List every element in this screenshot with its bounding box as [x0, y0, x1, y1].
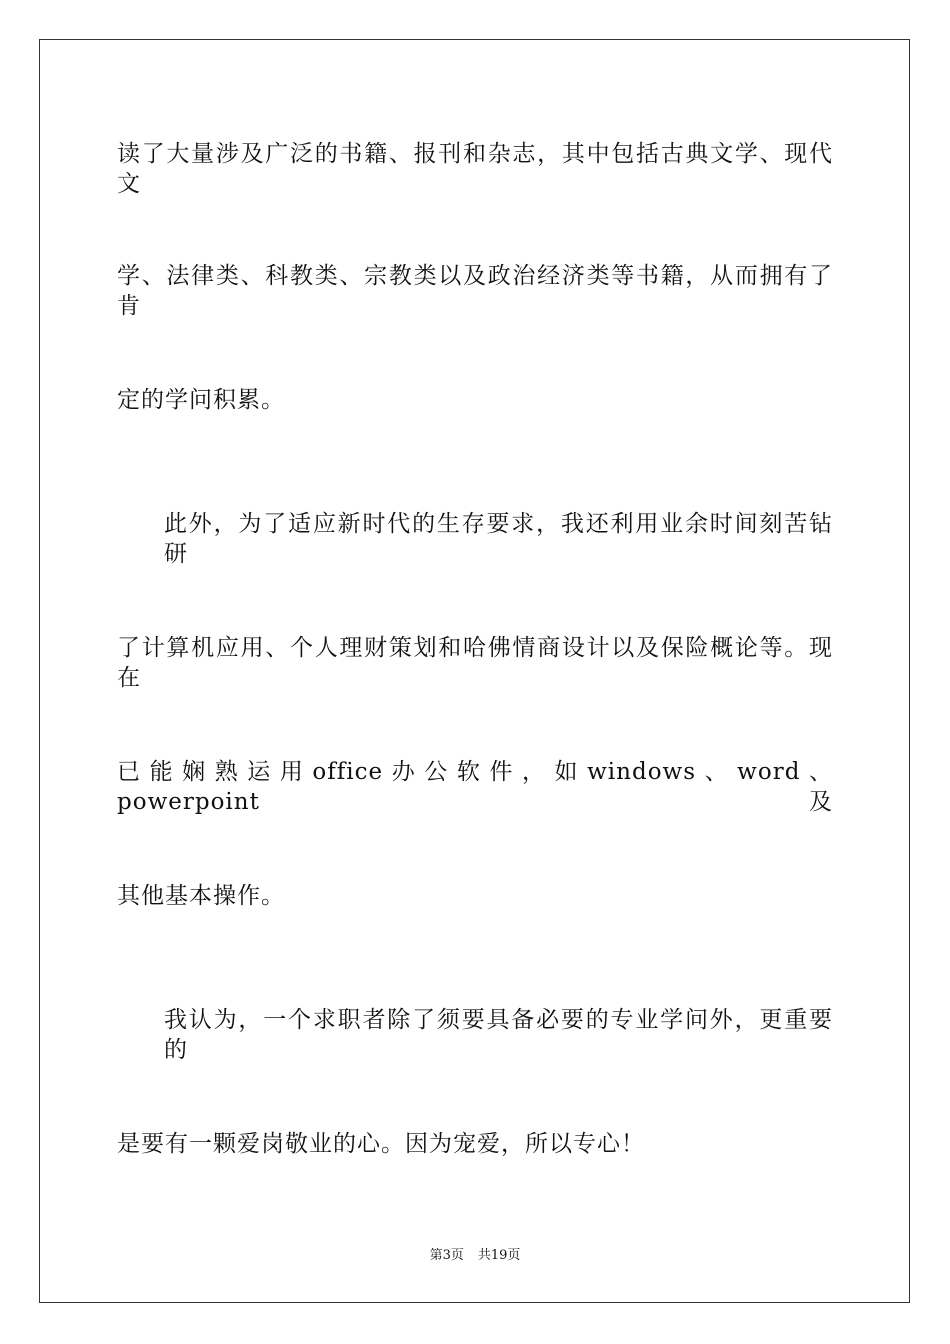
text-line: 了计算机应用、个人理财策划和哈佛情商设计以及保险概论等。现在 — [117, 635, 833, 691]
text-line: 学、法律类、科教类、宗教类以及政治经济类等书籍，从而拥有了肯 — [117, 263, 833, 319]
text-line: 是要有一颗爱岗敬业的心。因为宠爱，所以专心！ — [117, 1131, 645, 1157]
paragraph-first-line: 我认为，一个求职者除了须要具备必要的专业学问外，更重要的 — [164, 1007, 833, 1063]
page-border — [39, 39, 910, 1303]
page-number: 第3页 — [429, 1248, 464, 1263]
text-line: 读了大量涉及广泛的书籍、报刊和杂志，其中包括古典文学、现代文 — [117, 141, 833, 197]
text-line: 已能娴熟运用office办公软件，如windows、word、powerpoint及 — [117, 759, 833, 815]
paragraph-first-line: 此外，为了适应新时代的生存要求，我还利用业余时间刻苦钻研 — [164, 511, 833, 567]
text-line: 定的学问积累。 — [117, 387, 285, 413]
page-total: 共19页 — [477, 1248, 521, 1263]
page-footer — [0, 1247, 950, 1265]
text-line: 其他基本操作。 — [117, 883, 285, 909]
